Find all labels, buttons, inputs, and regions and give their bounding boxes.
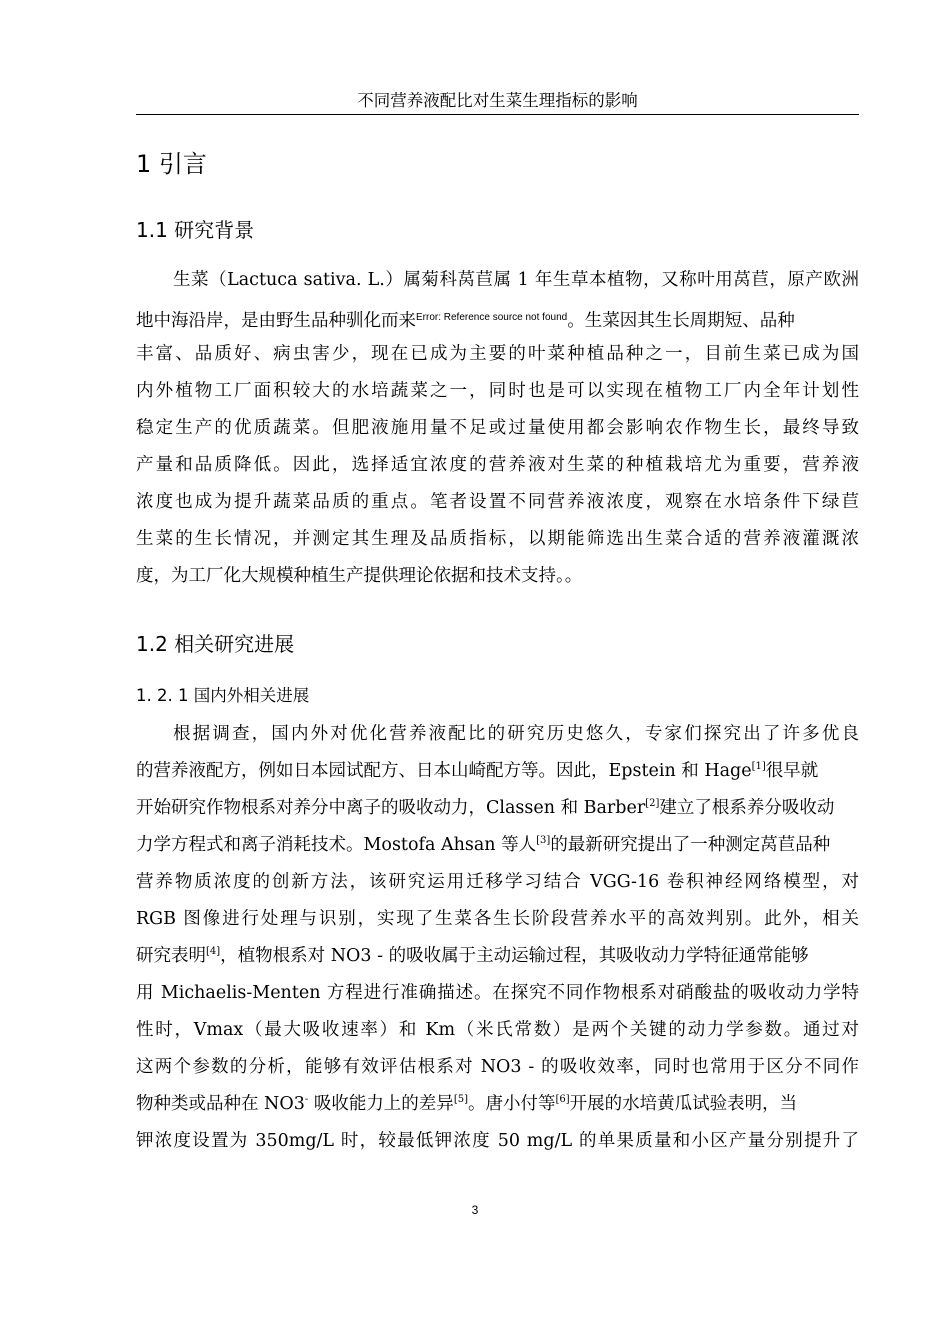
text-line bbox=[136, 299, 859, 336]
text-line: 稳定生产的优质蔬菜。但肥液施用量不足或过量使用都会影响农作物生长，最终导致 bbox=[136, 418, 859, 438]
text-span: 物种类或品种在 NO3 bbox=[136, 1094, 305, 1114]
text-span: ，植物根系对 NO3 - 的吸收属于主动运输过程，其吸收动力学特征通常能够 bbox=[220, 946, 809, 966]
paragraph-background bbox=[136, 262, 859, 595]
text-span: 力学方程式和离子消耗技术。Mostofa Ahsan 等人 bbox=[136, 835, 537, 855]
text-line: RGB 图像进行处理与识别，实现了生菜各生长阶段营养水平的高效判别。此外，相关 bbox=[136, 909, 859, 929]
text-span: 建立了根系养分吸收动 bbox=[659, 798, 835, 818]
section-heading-1-1: 1.1 研究背景 bbox=[136, 218, 255, 242]
text-line bbox=[136, 938, 859, 975]
paragraph-progress bbox=[136, 716, 859, 1160]
text-span: 很早就 bbox=[765, 761, 819, 781]
text-line bbox=[136, 790, 859, 827]
text-line: 生菜（Lactuca sativa. L.）属菊科莴苣属 1 年生草本植物，又称叶用莴苣，原产欧洲 bbox=[173, 270, 859, 290]
citation: [3] bbox=[536, 835, 551, 846]
page-number: 3 bbox=[471, 1203, 479, 1217]
text-span: 。唐小付等 bbox=[467, 1094, 556, 1114]
text-line: 营养物质浓度的创新方法，该研究运用迁移学习结合 VGG-16 卷积神经网络模型，对 bbox=[136, 872, 859, 892]
superscript: - bbox=[304, 1094, 309, 1105]
text-line bbox=[136, 753, 859, 790]
citation: [2] bbox=[645, 798, 660, 809]
text-line: 浓度也成为提升蔬菜品质的重点。笔者设置不同营养液浓度，观察在水培条件下绿苣 bbox=[136, 492, 859, 512]
citation: [6] bbox=[555, 1094, 570, 1105]
text-span: 吸收能力上的差异 bbox=[308, 1094, 454, 1114]
text-line: 根据调查，国内外对优化营养液配比的研究历史悠久，专家们探究出了许多优良 bbox=[173, 724, 859, 744]
text-line: 生菜的生长情况，并测定其生理及品质指标，以期能筛选出生菜合适的营养液灌溉浓 bbox=[136, 529, 859, 549]
error-reference: Error: Reference source not found bbox=[416, 312, 568, 323]
text-span: 开展的水培黄瓜试验表明，当 bbox=[569, 1094, 798, 1114]
text-line: 性时，Vmax（最大吸收速率）和 Km（米氏常数）是两个关键的动力学参数。通过对 bbox=[136, 1020, 859, 1040]
text-span: 。生菜因其生长周期短、品种 bbox=[567, 311, 795, 331]
text-line: 内外植物工厂面积较大的水培蔬菜之一，同时也是可以实现在植物工厂内全年计划性 bbox=[136, 381, 859, 401]
text-span: 开始研究作物根系对养分中离子的吸收动力，Classen 和 Barber bbox=[136, 798, 646, 818]
header-rule bbox=[136, 114, 859, 115]
text-line: 钾浓度设置为 350mg/L 时，较最低钾浓度 50 mg/L 的单果质量和小区产量分别提升了 bbox=[136, 1131, 859, 1151]
text-line: 用 Michaelis-Menten 方程进行准确描述。在探究不同作物根系对硝酸盐的吸收动力学特 bbox=[136, 983, 859, 1003]
citation: [5] bbox=[453, 1094, 468, 1105]
text-span: 研究表明 bbox=[136, 946, 206, 966]
text-span: 的最新研究提出了一种测定莴苣品种 bbox=[550, 835, 831, 855]
text-line: 产量和品质降低。因此，选择适宜浓度的营养液对生菜的种植栽培尤为重要，营养液 bbox=[136, 455, 859, 475]
citation: [4] bbox=[206, 946, 221, 957]
text-line: 度，为工厂化大规模种植生产提供理论依据和技术支持。。 bbox=[136, 566, 583, 586]
text-line: 这两个参数的分析，能够有效评估根系对 NO3 - 的吸收效率，同时也常用于区分不同作 bbox=[136, 1057, 859, 1077]
chapter-heading: 1 引言 bbox=[136, 150, 207, 178]
subsection-heading-1-2-1: 1. 2. 1 国内外相关进展 bbox=[136, 686, 310, 705]
text-line bbox=[136, 827, 859, 864]
text-line bbox=[136, 1086, 859, 1123]
section-heading-1-2: 1.2 相关研究进展 bbox=[136, 632, 295, 656]
text-span: 的营养液配方，例如日本园试配方、日本山崎配方等。因此，Epstein 和 Hage bbox=[136, 761, 752, 781]
running-header: 不同营养液配比对生菜生理指标的影响 bbox=[357, 91, 638, 110]
text-span: 地中海沿岸，是由野生品种驯化而来 bbox=[136, 311, 416, 331]
text-line: 丰富、品质好、病虫害少，现在已成为主要的叶菜种植品种之一，目前生菜已成为国 bbox=[136, 344, 859, 364]
citation: [1] bbox=[751, 761, 766, 772]
